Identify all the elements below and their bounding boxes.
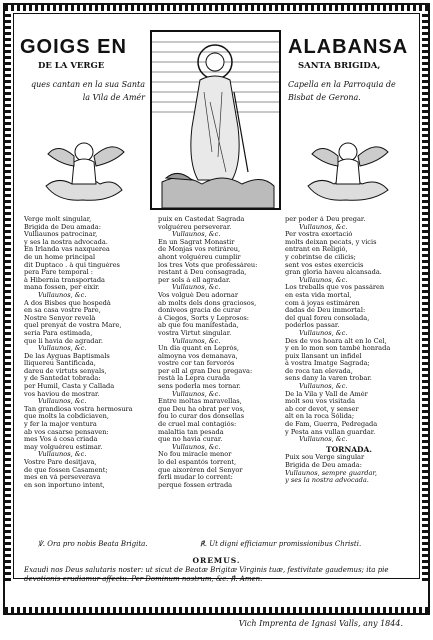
verse-line: Nostre Senyor revelà: [24, 314, 96, 322]
verse-line: Vullaunos, &c.: [172, 390, 221, 398]
verse-line: y Pesta ans vullan guardar.: [285, 428, 376, 436]
verse-line: Brigida de Deu amada:: [24, 223, 101, 231]
cherub-icon: [38, 126, 128, 206]
verse-line: may volguéreu estimar.: [24, 443, 103, 451]
verse-line: com á joyas estimáren: [285, 299, 360, 307]
verse-line: de un home principal: [24, 253, 96, 261]
verse-line: en son inportuno intent,: [24, 481, 105, 489]
tornada-line: Brigida de Deu amada:: [285, 462, 362, 469]
verse-line: restà la Lepra curada: [158, 375, 231, 383]
stanza-column-3: [285, 216, 413, 485]
verse-line: Vullaunos, &c.: [299, 329, 348, 337]
verse-line: molts deixan pecats, y vicis: [285, 238, 377, 246]
verse-line: y cobrintse de cilicis;: [285, 253, 356, 261]
verse-line: Un dia quant en Leprós,: [158, 345, 239, 353]
tornada-line: Vullaunos, sempre guardar,: [285, 469, 377, 477]
stanza-column-1: [24, 216, 152, 489]
verse-line: Vullaunos, &c.: [172, 284, 221, 292]
verse-line: Vostre Pare desitjava,: [24, 459, 97, 466]
verse-line: ahont volguéreu cumplir: [158, 253, 241, 261]
intro-left-line1: ques cantan en la sua Santa: [31, 80, 145, 89]
verse-line: No fou miracle menor: [158, 451, 232, 459]
verse-line: De la Vila y Vall de Amér: [285, 390, 368, 398]
verse-line: puix llansant un infidel: [285, 352, 362, 360]
verse-line: vostre cor tan fervorós: [158, 360, 235, 368]
verse-line: ab molts dels dons graciosos,: [158, 299, 257, 307]
verse-line: quel prenyat de vostra Mare,: [24, 322, 122, 330]
cherub-right-illustration: [300, 126, 395, 206]
verse-line: en sa casa vostre Pare,: [24, 307, 101, 315]
verse-line: y fer la major ventura: [24, 421, 97, 429]
verse-line: lliquereu Santificada,: [24, 360, 96, 368]
verse-line: de roca tan elevada,: [285, 367, 353, 375]
verse-line: y ses la nostra advocada.: [24, 238, 108, 246]
verse-line: ferlì mudar lo corrent:: [158, 474, 233, 482]
verse-line: Vullaunos, &c.: [38, 451, 87, 459]
verse-line: almoyna vos demanava,: [158, 352, 238, 360]
verse-line: malaltia tan pesada: [158, 428, 224, 436]
verse-line: dadas de Deu immortal:: [285, 307, 366, 315]
verse-line: seria Para estimada,: [24, 329, 93, 337]
verse-line: De las Ayguas Baptismals: [24, 352, 110, 360]
verse-line: sens poderla mes tornar.: [158, 383, 241, 391]
verse-line: A dos Bisbes que hospedà: [24, 299, 111, 307]
verse-line: Vullaunos, &c.: [172, 231, 221, 239]
verse-line: mana fossen, per eixir.: [24, 284, 100, 292]
verse-line: ab que fou manifestada,: [158, 322, 239, 330]
verse-line: Vos volguè Deu adornar: [158, 291, 239, 299]
verse-line: que no havia curar.: [158, 436, 223, 444]
subtitle-verge: DE LA VERGE: [38, 61, 105, 71]
verse-line: Vullaunos, &c.: [299, 223, 348, 231]
intro-left-line2: la Vila de Amér: [82, 93, 145, 102]
subtitle-brigida: SANTA BRIGIDA,: [298, 61, 381, 71]
verse-line: Per vostra exortació: [285, 231, 353, 239]
verse-line: fou lo curar dos donsellas: [158, 413, 245, 421]
verse-line: volguéreu perseverar.: [158, 223, 232, 231]
verse-line: per Humil, Casta y Callada: [24, 383, 115, 391]
verse-line: Tan grandiosa vostra hermosura: [24, 405, 133, 413]
greek-key-border-top: [5, 5, 428, 11]
printer-imprint: Vich Imprenta de Ignasi Valls, any 1844.: [238, 619, 403, 628]
intro-right-line1: Capella en la Parroquia de: [288, 80, 396, 89]
tornada-heading: TORNADA.: [326, 444, 372, 454]
verse-line: alt en la roca Sólida;: [285, 413, 355, 421]
verse-line: pera Pare temporal :: [24, 269, 94, 277]
verse-line: restant á Deu consagrada,: [158, 269, 247, 277]
verse-line: y de Santedat tobrada:: [24, 375, 101, 383]
verse-line: de Fam, Guerra, Pedregada: [285, 421, 378, 429]
cherub-icon: [300, 126, 395, 206]
verse-line: molt sou vos visitada: [285, 398, 356, 406]
verse-line: mes Vos á cosa criada: [24, 436, 98, 444]
verse-line: En un Sagrat Monastir: [158, 238, 235, 246]
verse-line: Vullaunos, &c.: [172, 443, 221, 451]
verse-line: Vullaunos, &c.: [172, 337, 221, 345]
verse-line: que Deu ha obrat per vos,: [158, 405, 245, 413]
verse-line: per sols á ell agradar.: [158, 276, 231, 284]
verse-line: sens dany la varen trobar.: [285, 375, 372, 383]
verse-line: y en lo mon son també honrada: [285, 345, 391, 353]
stanza-column-2: [158, 216, 282, 489]
intro-left: [20, 78, 145, 104]
verse-line: que molts la cobdiciaven,: [24, 413, 109, 421]
latin-prayer: Exaudi nos Deus salutaris noster: ut sicut de Beatæ Brigitæ Virginis tuæ, festivitate gaudemus; ita pie devotionis erudiamur affectu. Per Dominum nostrum, &c. ℟. Amen.: [24, 566, 389, 583]
verse-line: Des de vos hoara alt en lo Cel,: [285, 337, 387, 345]
verse-line: entrant en Religió,: [285, 246, 348, 254]
greek-key-border-right: [422, 11, 428, 581]
verse-line: dit Duptaco . à qui tinguéres: [24, 261, 120, 269]
tornada-line: y ses la nostra advocada.: [285, 477, 369, 485]
verse-line: mes en vá perseverava: [24, 474, 101, 482]
verse-line: que aixoréren del Senyor: [158, 466, 243, 474]
greek-key-border-left: [5, 11, 11, 581]
verse-line: de Monjas vos retiráreu,: [158, 246, 241, 254]
verse-line: Vullaunos, &c.: [38, 398, 87, 406]
title-alabansa: ALABANSA: [288, 36, 409, 58]
verse-line: Vullaunos, &c.: [38, 291, 87, 299]
verse-line: En Irlanda vas naxquerea: [24, 246, 110, 254]
verse-line: á vostra Imatge Sagrada;: [285, 360, 370, 368]
oremus-heading: OREMUS.: [192, 556, 241, 565]
verse-line: del qual foreu consolada,: [285, 314, 370, 322]
verse-line: de que fossen Casament;: [24, 466, 108, 474]
greek-key-border-bottom: [5, 607, 428, 613]
verse-line: los tres Vots que professáreu:: [158, 261, 258, 269]
verse-line: per ell al gran Deu pregava:: [158, 367, 253, 375]
verse-line: Entre moltas maravellas,: [158, 398, 242, 406]
verse-line: ab cor devot, y senser: [285, 405, 359, 413]
intro-right-line2: Bisbat de Gerona.: [288, 93, 361, 102]
verse-line: Vulliaunos patrocinar,: [24, 231, 98, 239]
verse-line: Verge molt singular,: [24, 216, 92, 223]
verse-line: que li havia de agradar.: [24, 337, 103, 345]
verse-line: Vullaunos, &c.: [299, 276, 348, 284]
verse-line: ab vos casarse pensaven:: [24, 428, 109, 436]
tornada-line: Puix sou Verge singular: [285, 454, 365, 462]
verse-line: per poder á Deu pregar.: [285, 216, 366, 223]
verse-line: Vullaunos, &c.: [299, 383, 348, 391]
verse-line: à Hibernia transportada: [24, 276, 105, 284]
intro-right: [288, 78, 413, 104]
verse-line: dareu de virtuts senyals,: [24, 367, 107, 375]
saint-illustration-icon: [152, 32, 279, 208]
verse-line: Los treballs que vos passáren: [285, 284, 385, 292]
verse-line: puix en Castedat Sagrada: [158, 216, 245, 223]
verse-line: poderlos passar.: [285, 322, 340, 330]
verse-line: lo del espantós torrent,: [158, 459, 237, 466]
title-goigs: GOIGS EN: [20, 36, 127, 58]
verse-line: gran gloria haveu alcansada.: [285, 269, 382, 277]
verse-line: de cruel mal contagiós:: [158, 421, 237, 429]
verse-line: en esta vida mortal,: [285, 291, 352, 299]
versicle: ℣. Ora pro nobis Beata Brigita.: [38, 540, 148, 548]
verse-line: á Ciegos, Sorts y Leprosos:: [158, 314, 250, 322]
verse-line: doniveos gracia de curar: [158, 307, 242, 315]
verse-line: sent vos estes exercicis: [285, 261, 364, 269]
verse-line: perque fossen ertrada: [158, 481, 233, 489]
verse-line: Vullaunos, &c.: [299, 436, 348, 444]
verse-line: Vullaunos, &c.: [38, 345, 87, 353]
response: ℟. Ut digni efficiamur promissionibus Christi.: [200, 540, 362, 548]
cherub-left-illustration: [38, 126, 128, 206]
verse-line: vos haviou de mostrar.: [24, 390, 100, 398]
saint-brigida-woodcut: [150, 30, 281, 210]
verse-line: vostra Virtut singular.: [158, 329, 232, 337]
